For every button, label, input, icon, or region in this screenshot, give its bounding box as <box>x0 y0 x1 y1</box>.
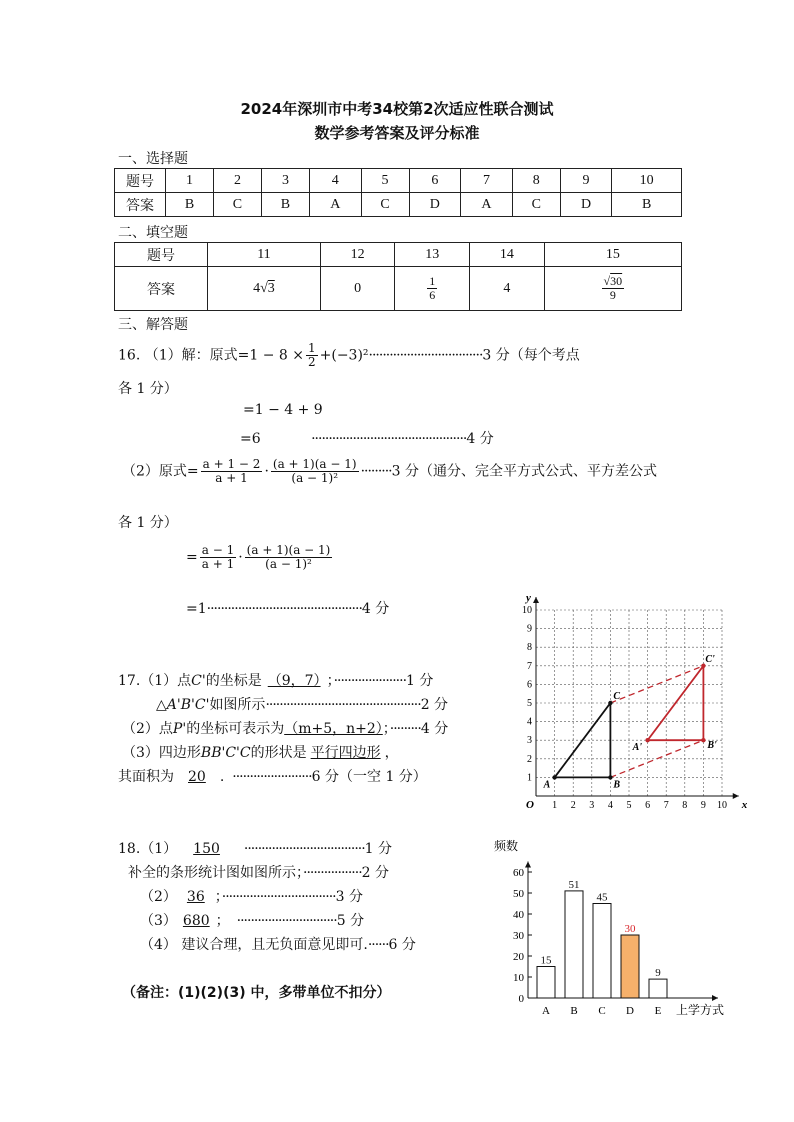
category-label: C <box>598 1005 606 1017</box>
y-tick-label: 0 <box>518 993 524 1005</box>
x-tick-label: 9 <box>700 800 706 811</box>
table-cell: D <box>409 193 461 217</box>
y-tick-label: 9 <box>527 623 532 635</box>
table-cell: C <box>512 193 560 217</box>
y-axis-title: 频数 <box>494 839 519 853</box>
q16-p2-result: =1 <box>186 601 207 617</box>
leader-dots: ········· <box>389 721 421 737</box>
text: ； <box>215 913 223 929</box>
fraction-numerator: (a + 1)(a − 1) <box>272 457 357 471</box>
table-cell: 9 <box>560 169 612 193</box>
answer-blank: 36 <box>186 889 205 905</box>
y-tick-label: 2 <box>527 753 532 765</box>
bar-chart-figure <box>490 836 740 1024</box>
answer-11-radicand: 3 <box>267 280 275 296</box>
table-cell: C <box>213 193 261 217</box>
point-label: B <box>613 779 621 791</box>
fraction-denominator: 9 <box>609 288 616 302</box>
score-note: 6 分 <box>388 937 416 953</box>
point-marker <box>608 775 612 779</box>
answer-blank: 平行四边形 <box>310 745 381 761</box>
table-cell <box>544 267 681 311</box>
text: 17.（1）点 <box>118 673 192 689</box>
q16-p2-fraction2 <box>271 458 359 485</box>
y-tick-label: 60 <box>513 867 524 879</box>
leader-dots: ····················· <box>333 673 407 689</box>
fraction-numerator: (a + 1)(a − 1) <box>246 543 331 557</box>
table-cell: 15 <box>544 243 681 267</box>
choice-answer-table <box>114 168 682 217</box>
x-tick-label: 7 <box>663 800 669 811</box>
leader-dots: ································· <box>368 347 483 364</box>
text: 如图所示 <box>209 697 266 713</box>
answer-blank: 680 <box>182 913 210 929</box>
x-tick-label: 1 <box>552 800 558 811</box>
answer-11-coef: 4 <box>253 280 261 296</box>
x-tick-label: 6 <box>645 800 651 811</box>
y-axis-arrow-icon <box>525 862 531 868</box>
q18-remark: （备注：(1)(2)(3) 中，多带单位不扣分） <box>122 985 391 1001</box>
q16-step3-line <box>240 428 494 448</box>
x-axis-label: x <box>741 799 748 811</box>
table-cell: 12 <box>320 243 395 267</box>
score-note: 5 分 <box>336 913 365 929</box>
row-label: 题号 <box>115 169 166 193</box>
fraction-numerator: a + 1 − 2 <box>202 457 261 471</box>
y-tick-label: 30 <box>513 930 524 942</box>
point-label: A' <box>632 742 643 754</box>
y-axis-label: y <box>526 591 531 604</box>
x-axis-arrow-icon <box>733 793 739 799</box>
leader-dots: ········· <box>360 463 392 480</box>
text: ； <box>382 721 390 737</box>
text: （3）四边形 <box>122 745 201 761</box>
q16-fraction <box>306 342 318 369</box>
leader-dots: ················· <box>303 865 362 881</box>
score-note: 1 分 <box>364 841 393 857</box>
document-title: 2024年深圳市中考34校第2次适应性联合测试 <box>240 100 554 118</box>
q17-line5 <box>118 766 427 786</box>
category-label: B <box>570 1005 578 1017</box>
q18-line4 <box>140 910 364 930</box>
fraction-denominator: (a − 1)² <box>291 471 339 485</box>
row-label: 题号 <box>115 243 208 267</box>
table-cell: D <box>560 193 612 217</box>
q16-step2: =1 − 4 + 9 <box>243 402 323 418</box>
answer-13-fraction <box>427 275 437 302</box>
point-label: C <box>613 691 621 702</box>
q16-p2-fraction1 <box>201 458 263 485</box>
q16-part1-line1 <box>118 342 580 369</box>
text: 补全的条形统计图如图所示； <box>128 865 303 881</box>
score-note: 6 分（一空 1 分） <box>311 769 427 785</box>
text: 的坐标是 <box>205 673 262 689</box>
fraction-denominator: (a − 1)² <box>265 557 312 571</box>
category-label: D <box>626 1005 634 1017</box>
score-note: 2 分 <box>361 865 390 881</box>
text: ， <box>384 745 399 761</box>
score-note: 4 分 <box>466 431 494 447</box>
fraction-denominator: 2 <box>307 355 316 369</box>
fraction-numerator: 1 <box>429 274 436 288</box>
bar <box>649 979 667 998</box>
q16-part2-step2: = $\frac{a - 1}{a + 1}$ · $\frac{(a + 1)(a - 1)}{\text{(a − 1)²}}$ <box>186 543 331 571</box>
row-label: 答案 <box>115 267 208 311</box>
table-cell: 13 <box>395 243 470 267</box>
fraction-denominator: a + 1 <box>215 471 248 485</box>
score-note: 3 分（通分、完全平方式公式、平方差公式 <box>391 463 657 480</box>
leader-dots: ································· <box>221 889 336 905</box>
bar <box>537 967 555 999</box>
table-cell <box>208 267 321 311</box>
leader-dots: ············································· <box>311 431 467 447</box>
fraction-numerator: a − 1 <box>201 543 235 557</box>
bar-value-label: 30 <box>624 923 636 935</box>
leader-dots: ······················· <box>232 769 312 785</box>
bar-value-label: 45 <box>596 891 608 904</box>
q16-step3: =6 <box>240 431 261 447</box>
answer-blank: 20 <box>188 769 206 785</box>
q17-line4 <box>122 742 399 762</box>
text: 的坐标可表示为 <box>186 721 285 737</box>
answer-blank: （m+5，n+2） <box>284 721 383 737</box>
q17-line2 <box>156 694 448 714</box>
fraction-denominator: 6 <box>429 288 436 302</box>
q18-line5 <box>140 934 416 954</box>
table-cell: B <box>612 193 682 217</box>
x-tick-label: 2 <box>570 800 576 811</box>
q18-line3 <box>140 886 363 906</box>
q16-part2-wrap: 各 1 分） <box>118 515 178 531</box>
category-label: A <box>542 1005 550 1017</box>
table-cell: C <box>361 193 409 217</box>
score-note: 1 分 <box>406 673 434 689</box>
math-symbol: C' <box>191 673 206 689</box>
q16-part2-line1: （2）原式= $\frac{a + 1 - 2}{a + 1}$ · $\frac{(a + 1)(a - 1)}{\text{(a − 1)²}}$ ·········3 分（通分、完全平方式公式、平方差公式 <box>122 457 657 485</box>
text: （4） 建议合理，且无负面意见即可. <box>140 937 368 953</box>
triangle-ABC <box>555 703 611 777</box>
math-symbol: BB'C'C <box>200 745 251 761</box>
table-cell: 4 <box>309 169 361 193</box>
table-cell: 7 <box>461 169 513 193</box>
answer-15-radicand: 30 <box>610 274 623 288</box>
table-cell: 1 <box>166 169 214 193</box>
text: ； <box>326 673 334 689</box>
fill-answer-table <box>114 242 682 311</box>
q16-part1-wrap: 各 1 分） <box>118 381 178 397</box>
table-cell: 14 <box>470 243 545 267</box>
score-note: 4 分 <box>361 601 390 617</box>
bar-value-label: 9 <box>655 967 661 980</box>
bar-value-label: 51 <box>568 878 580 891</box>
y-tick-label: 10 <box>522 605 532 616</box>
q16-intro: 16. （1）解：原式=1 − 8 × <box>118 347 304 364</box>
bar <box>593 904 611 999</box>
point-marker <box>608 701 612 705</box>
table-cell: A <box>461 193 513 217</box>
leader-dots: ············································· <box>265 697 421 713</box>
point-marker <box>701 738 705 742</box>
text: （3） <box>140 913 177 929</box>
y-tick-label: 1 <box>527 772 532 784</box>
bar-value-label: 15 <box>540 954 552 967</box>
document-subtitle: 数学参考答案及评分标准 <box>314 124 480 142</box>
table-cell <box>395 267 470 311</box>
table-row <box>115 193 682 217</box>
sqrt-icon: √ <box>603 274 611 288</box>
point-label: B' <box>707 740 717 752</box>
table-cell: A <box>309 193 361 217</box>
text: ； <box>214 889 222 905</box>
table-cell: 11 <box>208 243 321 267</box>
table-row <box>115 169 682 193</box>
q16-tail: +(−3)² <box>319 347 369 364</box>
text: 的形状是 <box>250 745 307 761</box>
x-tick-label: 5 <box>626 800 632 811</box>
y-tick-label: 5 <box>527 698 532 709</box>
bar <box>565 891 583 998</box>
text: 18.（1） <box>118 841 178 857</box>
y-tick-label: 6 <box>527 679 532 691</box>
q16-part2-step3 <box>186 598 389 618</box>
x-tick-label: 4 <box>607 800 613 811</box>
x-axis-arrow-icon <box>712 995 718 1001</box>
y-tick-label: 8 <box>527 642 532 654</box>
point-label: C' <box>705 653 715 665</box>
q17-line1 <box>118 670 433 690</box>
y-tick-label: 50 <box>513 888 524 900</box>
text: （2）点 <box>122 721 173 737</box>
section-heading-choice: 一、选择题 <box>118 151 188 167</box>
row-label: 答案 <box>115 193 166 217</box>
y-tick-label: 20 <box>513 951 524 963</box>
y-tick-label: 3 <box>527 735 532 747</box>
point-marker <box>645 738 649 742</box>
q16-part2-intro: （2）原式= <box>122 463 199 480</box>
answer-15-fraction <box>602 275 625 302</box>
coordinate-grid-figure <box>512 591 748 812</box>
score-note: 3 分 <box>335 889 363 905</box>
q18-line1 <box>118 838 392 858</box>
bar <box>621 935 639 998</box>
point-label: A <box>543 779 551 791</box>
text: 其面积为 <box>118 769 174 785</box>
fraction-denominator: a + 1 <box>201 557 235 571</box>
origin-label: O <box>526 799 534 811</box>
table-cell: 4 <box>470 267 545 311</box>
table-cell: 5 <box>361 169 409 193</box>
table-cell: 3 <box>261 169 309 193</box>
table-cell: 10 <box>612 169 682 193</box>
text: （2） <box>140 889 177 905</box>
leader-dots: ············································· <box>206 601 362 617</box>
fraction-numerator <box>602 275 625 289</box>
y-tick-label: 4 <box>527 716 532 728</box>
answer-blank: 150 <box>193 841 220 857</box>
math-symbol: P' <box>172 721 187 737</box>
table-cell: 8 <box>512 169 560 193</box>
category-label: E <box>654 1005 662 1017</box>
y-axis-arrow-icon <box>533 597 539 603</box>
math-symbol: △A'B'C' <box>156 697 210 713</box>
table-cell: 2 <box>213 169 261 193</box>
x-tick-label: 3 <box>589 800 595 811</box>
table-cell: B <box>166 193 214 217</box>
fraction-numerator: 1 <box>307 341 316 355</box>
q16-p2-s2-fraction2 <box>245 544 333 571</box>
q17-line3 <box>122 718 448 738</box>
table-cell: B <box>261 193 309 217</box>
leader-dots: ······ <box>367 937 389 953</box>
leader-dots: ····························· <box>236 913 337 929</box>
score-note: 3 分（每个考点 <box>482 347 580 364</box>
sqrt-icon: √ <box>260 280 268 296</box>
section-heading-fill: 二、填空题 <box>118 225 188 241</box>
q18-line2 <box>128 862 389 882</box>
table-cell: 6 <box>409 169 461 193</box>
leader-dots: ··································· <box>243 841 365 857</box>
y-tick-label: 10 <box>513 972 524 984</box>
table-row <box>115 243 682 267</box>
x-tick-label: 10 <box>717 800 727 811</box>
y-tick-label: 40 <box>513 909 524 921</box>
answer-blank: （9，7） <box>267 673 321 689</box>
score-note: 2 分 <box>420 697 449 713</box>
score-note: 4 分 <box>420 721 449 737</box>
y-tick-label: 7 <box>527 660 532 672</box>
section-heading-solutions: 三、解答题 <box>118 317 188 333</box>
point-marker <box>552 775 556 779</box>
q16-p2-s2-fraction1 <box>200 544 236 571</box>
table-cell: 0 <box>320 267 395 311</box>
table-row <box>115 267 682 311</box>
text: . <box>219 769 225 785</box>
x-axis-title: 上学方式 <box>676 1003 725 1017</box>
x-tick-label: 8 <box>682 800 688 811</box>
